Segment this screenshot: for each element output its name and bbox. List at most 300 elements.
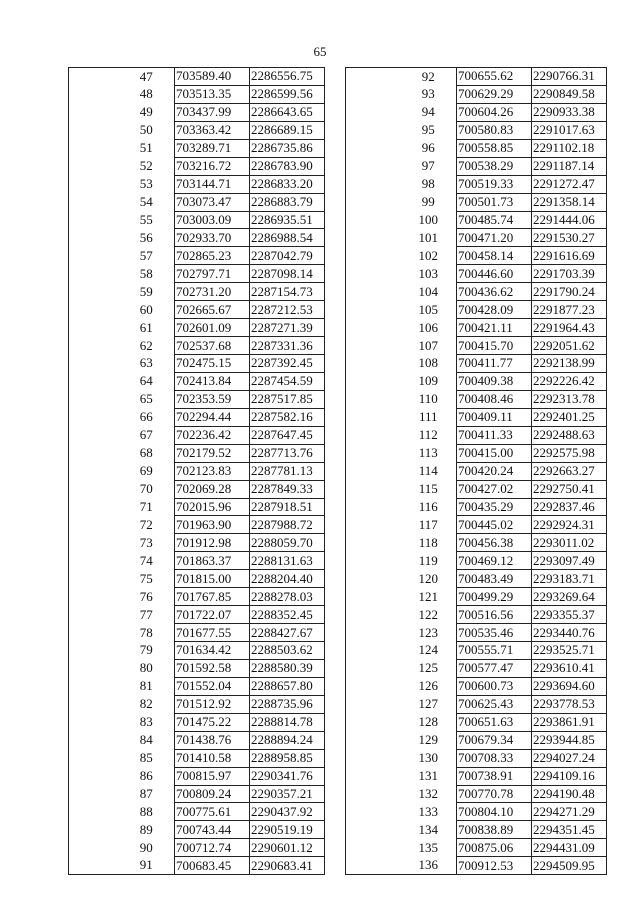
table-row [69, 247, 325, 265]
point-number-cell: 91 [119, 857, 175, 875]
table-row [69, 498, 325, 516]
x-coordinate-cell: 700458.14 [457, 247, 532, 265]
x-coordinate-cell: 700743.44 [175, 821, 250, 839]
x-coordinate-cell: 700408.46 [457, 390, 532, 408]
y-coordinate-cell: 2293269.64 [532, 588, 607, 606]
x-coordinate-cell: 703513.35 [175, 85, 250, 103]
table-row [346, 283, 607, 301]
blank-cell [346, 839, 401, 857]
table-row [346, 355, 607, 373]
point-number-cell: 124 [401, 642, 457, 660]
table-row [346, 139, 607, 157]
table-row [346, 713, 607, 731]
blank-cell [346, 175, 401, 193]
y-coordinate-cell: 2290601.12 [250, 839, 325, 857]
table-row [69, 785, 325, 803]
point-number-cell: 69 [119, 462, 175, 480]
point-number-cell: 70 [119, 480, 175, 498]
blank-cell [69, 606, 119, 624]
blank-cell [346, 211, 401, 229]
y-coordinate-cell: 2288657.80 [250, 677, 325, 695]
point-number-cell: 96 [401, 139, 457, 157]
table-row [346, 390, 607, 408]
blank-cell [69, 68, 119, 86]
point-number-cell: 102 [401, 247, 457, 265]
blank-cell [346, 301, 401, 319]
blank-cell [346, 193, 401, 211]
table-row [346, 408, 607, 426]
y-coordinate-cell: 2293097.49 [532, 552, 607, 570]
table-row [346, 785, 607, 803]
point-number-cell: 130 [401, 749, 457, 767]
table-row [346, 211, 607, 229]
blank-cell [69, 767, 119, 785]
blank-cell [346, 355, 401, 373]
blank-cell [69, 229, 119, 247]
y-coordinate-cell: 2292663.27 [532, 462, 607, 480]
x-coordinate-cell: 702179.52 [175, 444, 250, 462]
y-coordinate-cell: 2290849.58 [532, 85, 607, 103]
x-coordinate-cell: 700445.02 [457, 516, 532, 534]
table-row [69, 570, 325, 588]
y-coordinate-cell: 2293011.02 [532, 534, 607, 552]
blank-cell [69, 534, 119, 552]
blank-cell [69, 749, 119, 767]
y-coordinate-cell: 2291790.24 [532, 283, 607, 301]
point-number-cell: 126 [401, 677, 457, 695]
point-number-cell: 58 [119, 265, 175, 283]
y-coordinate-cell: 2292138.99 [532, 355, 607, 373]
point-number-cell: 74 [119, 552, 175, 570]
x-coordinate-cell: 701963.90 [175, 516, 250, 534]
point-number-cell: 115 [401, 480, 457, 498]
y-coordinate-cell: 2288503.62 [250, 642, 325, 660]
point-number-cell: 63 [119, 355, 175, 373]
blank-cell [69, 552, 119, 570]
blank-cell [69, 803, 119, 821]
point-number-cell: 107 [401, 337, 457, 355]
point-number-cell: 101 [401, 229, 457, 247]
point-number-cell: 128 [401, 713, 457, 731]
table-row [346, 606, 607, 624]
point-number-cell: 88 [119, 803, 175, 821]
x-coordinate-cell: 703589.40 [175, 68, 250, 86]
y-coordinate-cell: 2290766.31 [532, 68, 607, 86]
y-coordinate-cell: 2287098.14 [250, 265, 325, 283]
blank-cell [346, 606, 401, 624]
blank-cell [69, 516, 119, 534]
table-row [346, 68, 607, 86]
y-coordinate-cell: 2288894.24 [250, 731, 325, 749]
y-coordinate-cell: 2292575.98 [532, 444, 607, 462]
blank-cell [346, 588, 401, 606]
point-number-cell: 104 [401, 283, 457, 301]
x-coordinate-cell: 701552.04 [175, 677, 250, 695]
point-number-cell: 117 [401, 516, 457, 534]
table-row [69, 265, 325, 283]
blank-cell [346, 821, 401, 839]
y-coordinate-cell: 2293355.37 [532, 606, 607, 624]
y-coordinate-cell: 2293183.71 [532, 570, 607, 588]
table-row [69, 677, 325, 695]
x-coordinate-cell: 700604.26 [457, 103, 532, 121]
x-coordinate-cell: 700625.43 [457, 695, 532, 713]
table-row [69, 624, 325, 642]
blank-cell [69, 85, 119, 103]
y-coordinate-cell: 2294431.09 [532, 839, 607, 857]
x-coordinate-cell: 703003.09 [175, 211, 250, 229]
blank-cell [346, 85, 401, 103]
table-row [346, 121, 607, 139]
x-coordinate-cell: 703437.99 [175, 103, 250, 121]
table-row [346, 767, 607, 785]
y-coordinate-cell: 2288735.96 [250, 695, 325, 713]
x-coordinate-cell: 700535.46 [457, 624, 532, 642]
point-number-cell: 73 [119, 534, 175, 552]
y-coordinate-cell: 2290683.41 [250, 857, 325, 875]
blank-cell [69, 301, 119, 319]
y-coordinate-cell: 2293694.60 [532, 677, 607, 695]
point-number-cell: 60 [119, 301, 175, 319]
x-coordinate-cell: 700516.56 [457, 606, 532, 624]
blank-cell [69, 211, 119, 229]
blank-cell [346, 570, 401, 588]
point-number-cell: 136 [401, 857, 457, 875]
y-coordinate-cell: 2287582.16 [250, 408, 325, 426]
y-coordinate-cell: 2290341.76 [250, 767, 325, 785]
y-coordinate-cell: 2287713.76 [250, 444, 325, 462]
table-row [346, 516, 607, 534]
x-coordinate-cell: 701863.37 [175, 552, 250, 570]
point-number-cell: 105 [401, 301, 457, 319]
point-number-cell: 52 [119, 157, 175, 175]
y-coordinate-cell: 2292837.46 [532, 498, 607, 516]
table-row [69, 839, 325, 857]
point-number-cell: 64 [119, 372, 175, 390]
table-row [69, 534, 325, 552]
table-row [69, 857, 325, 875]
blank-cell [69, 193, 119, 211]
blank-cell [346, 767, 401, 785]
x-coordinate-cell: 701634.42 [175, 642, 250, 660]
table-row [69, 121, 325, 139]
y-coordinate-cell: 2287331.36 [250, 337, 325, 355]
x-coordinate-cell: 702353.59 [175, 390, 250, 408]
table-row [346, 498, 607, 516]
table-row [346, 588, 607, 606]
point-number-cell: 67 [119, 426, 175, 444]
blank-cell [346, 785, 401, 803]
table-row [69, 175, 325, 193]
x-coordinate-cell: 700409.11 [457, 408, 532, 426]
point-number-cell: 114 [401, 462, 457, 480]
table-row [346, 839, 607, 857]
blank-cell [69, 713, 119, 731]
blank-cell [69, 372, 119, 390]
x-coordinate-cell: 701815.00 [175, 570, 250, 588]
x-coordinate-cell: 702865.23 [175, 247, 250, 265]
blank-cell [346, 498, 401, 516]
x-coordinate-cell: 700912.53 [457, 857, 532, 875]
y-coordinate-cell: 2288427.67 [250, 624, 325, 642]
point-number-cell: 94 [401, 103, 457, 121]
y-coordinate-cell: 2287918.51 [250, 498, 325, 516]
blank-cell [346, 642, 401, 660]
y-coordinate-cell: 2294351.45 [532, 821, 607, 839]
blank-cell [346, 713, 401, 731]
blank-cell [69, 821, 119, 839]
y-coordinate-cell: 2293440.76 [532, 624, 607, 642]
y-coordinate-cell: 2286735.86 [250, 139, 325, 157]
x-coordinate-cell: 702731.20 [175, 283, 250, 301]
y-coordinate-cell: 2287454.59 [250, 372, 325, 390]
coordinates-table-right [345, 67, 607, 875]
point-number-cell: 132 [401, 785, 457, 803]
point-number-cell: 103 [401, 265, 457, 283]
blank-cell [69, 462, 119, 480]
blank-cell [346, 408, 401, 426]
blank-cell [346, 695, 401, 713]
table-row [69, 211, 325, 229]
table-row [69, 68, 325, 86]
y-coordinate-cell: 2288958.85 [250, 749, 325, 767]
y-coordinate-cell: 2294190.48 [532, 785, 607, 803]
point-number-cell: 108 [401, 355, 457, 373]
point-number-cell: 78 [119, 624, 175, 642]
blank-cell [69, 390, 119, 408]
x-coordinate-cell: 700775.61 [175, 803, 250, 821]
y-coordinate-cell: 2292924.31 [532, 516, 607, 534]
x-coordinate-cell: 700538.29 [457, 157, 532, 175]
table-row [69, 606, 325, 624]
x-coordinate-cell: 700708.33 [457, 749, 532, 767]
blank-cell [69, 157, 119, 175]
point-number-cell: 134 [401, 821, 457, 839]
table-row [69, 229, 325, 247]
y-coordinate-cell: 2288059.70 [250, 534, 325, 552]
blank-cell [346, 283, 401, 301]
point-number-cell: 99 [401, 193, 457, 211]
y-coordinate-cell: 2291703.39 [532, 265, 607, 283]
x-coordinate-cell: 700558.85 [457, 139, 532, 157]
table-row [346, 552, 607, 570]
x-coordinate-cell: 700469.12 [457, 552, 532, 570]
point-number-cell: 49 [119, 103, 175, 121]
y-coordinate-cell: 2287212.53 [250, 301, 325, 319]
y-coordinate-cell: 2288352.45 [250, 606, 325, 624]
y-coordinate-cell: 2290519.19 [250, 821, 325, 839]
x-coordinate-cell: 703363.42 [175, 121, 250, 139]
point-number-cell: 89 [119, 821, 175, 839]
table-row [346, 175, 607, 193]
x-coordinate-cell: 701767.85 [175, 588, 250, 606]
table-row [346, 731, 607, 749]
table-row [346, 642, 607, 660]
x-coordinate-cell: 702797.71 [175, 265, 250, 283]
y-coordinate-cell: 2293778.53 [532, 695, 607, 713]
table-row [69, 372, 325, 390]
x-coordinate-cell: 700427.02 [457, 480, 532, 498]
blank-cell [69, 121, 119, 139]
y-coordinate-cell: 2288204.40 [250, 570, 325, 588]
table-row [346, 677, 607, 695]
point-number-cell: 86 [119, 767, 175, 785]
point-number-cell: 90 [119, 839, 175, 857]
blank-cell [346, 139, 401, 157]
x-coordinate-cell: 701512.92 [175, 695, 250, 713]
point-number-cell: 127 [401, 695, 457, 713]
point-number-cell: 112 [401, 426, 457, 444]
point-number-cell: 100 [401, 211, 457, 229]
y-coordinate-cell: 2291102.18 [532, 139, 607, 157]
table-row [69, 103, 325, 121]
blank-cell [346, 749, 401, 767]
y-coordinate-cell: 2292313.78 [532, 390, 607, 408]
table-row [346, 462, 607, 480]
blank-cell [69, 857, 119, 875]
point-number-cell: 71 [119, 498, 175, 516]
y-coordinate-cell: 2287392.45 [250, 355, 325, 373]
y-coordinate-cell: 2294109.16 [532, 767, 607, 785]
blank-cell [346, 103, 401, 121]
blank-cell [69, 265, 119, 283]
y-coordinate-cell: 2291358.14 [532, 193, 607, 211]
y-coordinate-cell: 2288580.39 [250, 659, 325, 677]
y-coordinate-cell: 2291964.43 [532, 319, 607, 337]
x-coordinate-cell: 702015.96 [175, 498, 250, 516]
x-coordinate-cell: 702294.44 [175, 408, 250, 426]
table-row [69, 659, 325, 677]
point-number-cell: 118 [401, 534, 457, 552]
blank-cell [69, 408, 119, 426]
y-coordinate-cell: 2292226.42 [532, 372, 607, 390]
table-row [69, 695, 325, 713]
y-coordinate-cell: 2288278.03 [250, 588, 325, 606]
x-coordinate-cell: 703144.71 [175, 175, 250, 193]
y-coordinate-cell: 2292401.25 [532, 408, 607, 426]
table-row [346, 749, 607, 767]
y-coordinate-cell: 2291017.63 [532, 121, 607, 139]
y-coordinate-cell: 2286783.90 [250, 157, 325, 175]
blank-cell [346, 247, 401, 265]
y-coordinate-cell: 2293861.91 [532, 713, 607, 731]
table-row [69, 444, 325, 462]
table-row [69, 85, 325, 103]
blank-cell [69, 337, 119, 355]
y-coordinate-cell: 2292750.41 [532, 480, 607, 498]
y-coordinate-cell: 2293944.85 [532, 731, 607, 749]
x-coordinate-cell: 700421.11 [457, 319, 532, 337]
table-row [69, 319, 325, 337]
y-coordinate-cell: 2291530.27 [532, 229, 607, 247]
x-coordinate-cell: 700655.62 [457, 68, 532, 86]
point-number-cell: 116 [401, 498, 457, 516]
blank-cell [346, 803, 401, 821]
table-row [346, 337, 607, 355]
x-coordinate-cell: 700809.24 [175, 785, 250, 803]
x-coordinate-cell: 701475.22 [175, 713, 250, 731]
point-number-cell: 93 [401, 85, 457, 103]
coordinates-table-left [68, 67, 325, 875]
blank-cell [69, 139, 119, 157]
point-number-cell: 75 [119, 570, 175, 588]
blank-cell [69, 103, 119, 121]
y-coordinate-cell: 2287042.79 [250, 247, 325, 265]
y-coordinate-cell: 2286643.65 [250, 103, 325, 121]
x-coordinate-cell: 700415.70 [457, 337, 532, 355]
y-coordinate-cell: 2292051.62 [532, 337, 607, 355]
y-coordinate-cell: 2287271.39 [250, 319, 325, 337]
table-row [69, 283, 325, 301]
table-row [69, 803, 325, 821]
table-row [346, 247, 607, 265]
point-number-cell: 62 [119, 337, 175, 355]
x-coordinate-cell: 702069.28 [175, 480, 250, 498]
point-number-cell: 135 [401, 839, 457, 857]
blank-cell [346, 68, 401, 86]
x-coordinate-cell: 700555.71 [457, 642, 532, 660]
point-number-cell: 97 [401, 157, 457, 175]
point-number-cell: 66 [119, 408, 175, 426]
table-row [346, 301, 607, 319]
x-coordinate-cell: 700499.29 [457, 588, 532, 606]
y-coordinate-cell: 2287849.33 [250, 480, 325, 498]
x-coordinate-cell: 702601.09 [175, 319, 250, 337]
point-number-cell: 47 [119, 68, 175, 86]
x-coordinate-cell: 700679.34 [457, 731, 532, 749]
point-number-cell: 95 [401, 121, 457, 139]
point-number-cell: 59 [119, 283, 175, 301]
y-coordinate-cell: 2293525.71 [532, 642, 607, 660]
x-coordinate-cell: 700629.29 [457, 85, 532, 103]
table-row [69, 767, 325, 785]
y-coordinate-cell: 2291272.47 [532, 175, 607, 193]
table-row [69, 516, 325, 534]
y-coordinate-cell: 2290357.21 [250, 785, 325, 803]
y-coordinate-cell: 2291877.23 [532, 301, 607, 319]
point-number-cell: 122 [401, 606, 457, 624]
table-row [69, 337, 325, 355]
point-number-cell: 109 [401, 372, 457, 390]
table-row [346, 157, 607, 175]
table-row [346, 193, 607, 211]
point-number-cell: 84 [119, 731, 175, 749]
table-row [69, 426, 325, 444]
table-row [69, 408, 325, 426]
blank-cell [346, 229, 401, 247]
x-coordinate-cell: 700411.77 [457, 355, 532, 373]
table-row [346, 372, 607, 390]
x-coordinate-cell: 701410.58 [175, 749, 250, 767]
table-row [346, 659, 607, 677]
x-coordinate-cell: 700770.78 [457, 785, 532, 803]
x-coordinate-cell: 701722.07 [175, 606, 250, 624]
x-coordinate-cell: 700838.89 [457, 821, 532, 839]
point-number-cell: 57 [119, 247, 175, 265]
x-coordinate-cell: 702475.15 [175, 355, 250, 373]
table-row [69, 552, 325, 570]
point-number-cell: 54 [119, 193, 175, 211]
point-number-cell: 72 [119, 516, 175, 534]
point-number-cell: 79 [119, 642, 175, 660]
y-coordinate-cell: 2291187.14 [532, 157, 607, 175]
blank-cell [346, 372, 401, 390]
x-coordinate-cell: 703216.72 [175, 157, 250, 175]
page-number: 65 [313, 44, 327, 59]
x-coordinate-cell: 700471.20 [457, 229, 532, 247]
point-number-cell: 55 [119, 211, 175, 229]
point-number-cell: 50 [119, 121, 175, 139]
